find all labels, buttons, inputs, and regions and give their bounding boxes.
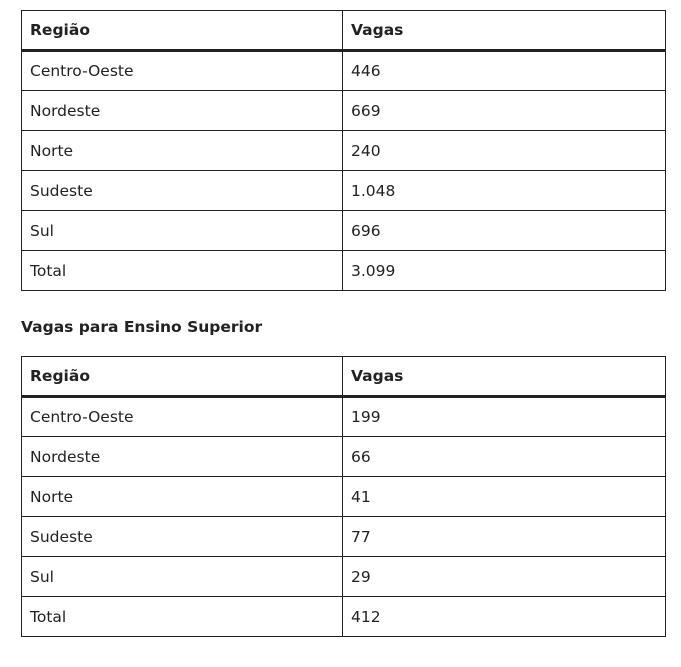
vagas-cell: 696 (343, 211, 666, 251)
table-row (22, 171, 666, 211)
table-row-total (22, 597, 666, 637)
region-cell: Norte (22, 477, 343, 517)
vagas-cell: 240 (343, 131, 666, 171)
vagas-table-1 (21, 10, 666, 291)
table-header-row (22, 357, 666, 397)
region-cell: Sul (22, 211, 343, 251)
table-row (22, 397, 666, 437)
vagas-table-ensino-superior (21, 356, 666, 637)
region-cell: Sul (22, 557, 343, 597)
column-header-vagas: Vagas (343, 357, 666, 397)
table-row (22, 517, 666, 557)
table-row-total (22, 251, 666, 291)
table-row (22, 437, 666, 477)
region-cell: Centro-Oeste (22, 397, 343, 437)
region-cell: Nordeste (22, 437, 343, 477)
vagas-cell: 77 (343, 517, 666, 557)
table-row (22, 51, 666, 91)
vagas-cell: 199 (343, 397, 666, 437)
table-row (22, 477, 666, 517)
vagas-cell: 412 (343, 597, 666, 637)
vagas-cell: 3.099 (343, 251, 666, 291)
column-header-vagas: Vagas (343, 11, 666, 51)
region-cell: Total (22, 251, 343, 291)
vagas-cell: 29 (343, 557, 666, 597)
table-row (22, 91, 666, 131)
table-row (22, 557, 666, 597)
vagas-cell: 446 (343, 51, 666, 91)
region-cell: Nordeste (22, 91, 343, 131)
vagas-cell: 66 (343, 437, 666, 477)
column-header-regiao: Região (22, 11, 343, 51)
region-cell: Sudeste (22, 517, 343, 557)
table-header-row (22, 11, 666, 51)
vagas-cell: 41 (343, 477, 666, 517)
section-heading-ensino-superior: Vagas para Ensino Superior (21, 318, 263, 336)
region-cell: Total (22, 597, 343, 637)
vagas-cell: 669 (343, 91, 666, 131)
table-row (22, 211, 666, 251)
region-cell: Centro-Oeste (22, 51, 343, 91)
region-cell: Norte (22, 131, 343, 171)
table-row (22, 131, 666, 171)
column-header-regiao: Região (22, 357, 343, 397)
vagas-cell: 1.048 (343, 171, 666, 211)
region-cell: Sudeste (22, 171, 343, 211)
